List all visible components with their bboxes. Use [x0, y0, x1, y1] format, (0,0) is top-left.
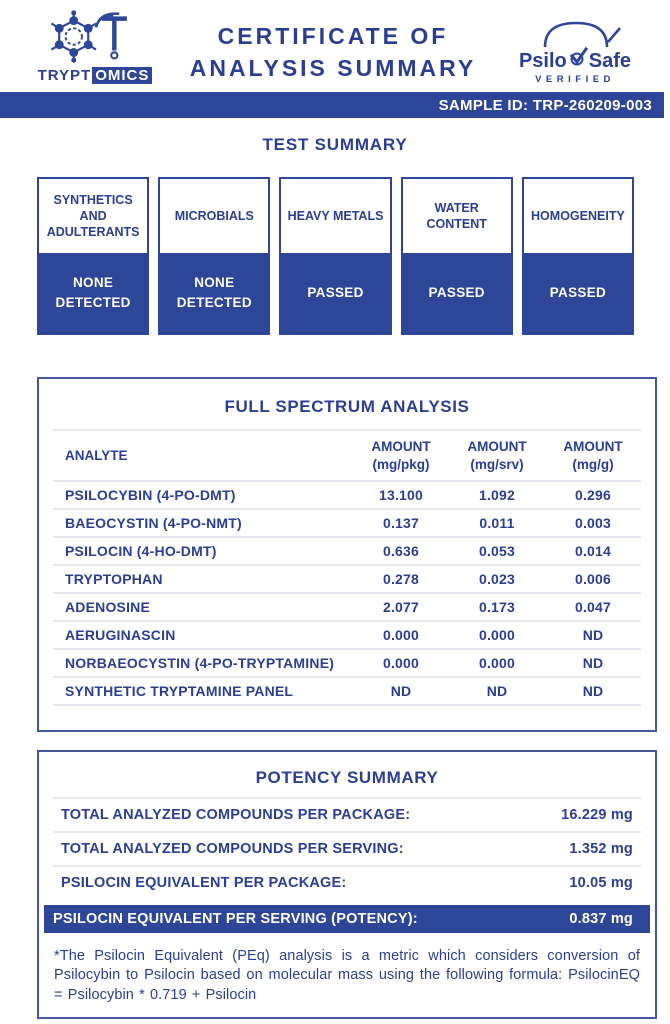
analyte-amount: 0.137	[353, 509, 449, 537]
full-spectrum-title: FULL SPECTRUM ANALYSIS	[224, 397, 470, 416]
column-header-line1: AMOUNT	[371, 439, 431, 454]
analyte-amount: 0.173	[449, 593, 545, 621]
table-row	[53, 537, 641, 565]
table-row	[53, 481, 641, 509]
potency-title: POTENCY SUMMARY	[255, 768, 439, 788]
potency-row	[53, 799, 641, 833]
analyte-name: AERUGINASCIN	[53, 621, 353, 649]
brand-name	[38, 67, 153, 84]
header	[0, 0, 670, 92]
analyte-amount: ND	[353, 677, 449, 705]
table-row	[53, 621, 641, 649]
analyte-amount: 0.003	[545, 509, 641, 537]
sample-id-bar	[0, 92, 664, 118]
potency-box	[37, 750, 657, 1019]
table-row	[53, 677, 641, 705]
psilosafe-badge	[506, 8, 644, 85]
table-header-row	[53, 430, 641, 481]
table-row	[53, 565, 641, 593]
potency-row-value: 10.05 mg	[569, 875, 633, 892]
column-header	[545, 430, 641, 481]
full-spectrum-box	[37, 377, 657, 732]
analyte-amount: ND	[545, 621, 641, 649]
document-title	[160, 8, 506, 84]
column-header-line1: ANALYTE	[65, 447, 128, 463]
test-card-result: NONE DETECTED	[160, 253, 268, 333]
column-header-line1: AMOUNT	[563, 439, 623, 454]
analyte-amount: ND	[449, 677, 545, 705]
test-summary-title: TEST SUMMARY	[262, 135, 408, 154]
potency-rows	[53, 797, 641, 933]
analyte-amount: 0.296	[545, 481, 641, 509]
table-row	[53, 593, 641, 621]
test-card-label: SYNTHETICS AND ADULTERANTS	[46, 192, 140, 240]
potency-row	[53, 867, 641, 899]
analyte-amount: 0.636	[353, 537, 449, 565]
analyte-amount: 0.023	[449, 565, 545, 593]
test-card	[37, 177, 149, 335]
brand-trypt: TRYPT	[37, 67, 92, 84]
test-summary-cards	[37, 177, 634, 335]
analyte-amount: 0.000	[449, 621, 545, 649]
sample-id-label: SAMPLE ID: TRP-260209-003	[438, 96, 652, 114]
column-header-line2: (mg/g)	[572, 456, 614, 472]
test-card-label: HEAVY METALS	[287, 208, 384, 223]
column-header-line2: (mg/srv)	[470, 456, 524, 472]
tryptomics-molecule-icon	[41, 8, 149, 71]
table-row	[53, 649, 641, 677]
analyte-name: PSILOCYBIN (4-PO-DMT)	[53, 481, 353, 509]
test-card-result: PASSED	[281, 253, 389, 333]
test-card	[522, 177, 634, 335]
test-card-result: NONE DETECTED	[39, 253, 147, 333]
analyte-amount: 0.014	[545, 537, 641, 565]
test-card	[158, 177, 270, 335]
potency-row-label: PSILOCIN EQUIVALENT PER PACKAGE:	[61, 875, 347, 892]
column-header-line1: AMOUNT	[467, 439, 527, 454]
peq-footnote: *The Psilocin Equivalent (PEq) analysis is a metric which considers conversion of Psilocybin to Psilocin based on molecular mass using the following formula: PsilocinEQ = Psilocybin * 0.719 + Psilocin	[54, 948, 640, 1003]
test-card	[279, 177, 391, 335]
analyte-name: TRYPTOPHAN	[53, 565, 353, 593]
column-header	[353, 430, 449, 481]
analyte-amount: 2.077	[353, 593, 449, 621]
analyte-name: PSILOCIN (4-HO-DMT)	[53, 537, 353, 565]
analyte-name: NORBAEOCYSTIN (4-PO-TRYPTAMINE)	[53, 649, 353, 677]
analyte-amount: 0.000	[449, 649, 545, 677]
full-spectrum-table	[53, 429, 641, 706]
potency-row	[53, 833, 641, 867]
analyte-amount: 13.100	[353, 481, 449, 509]
analyte-amount: ND	[545, 677, 641, 705]
analyte-amount: 1.092	[449, 481, 545, 509]
potency-row-value: 0.837 mg	[569, 911, 633, 928]
analyte-amount: 0.278	[353, 565, 449, 593]
analyte-amount: 0.006	[545, 565, 641, 593]
badge-check-icon	[568, 47, 588, 71]
analyte-amount: ND	[545, 649, 641, 677]
column-header-line2: (mg/pkg)	[372, 456, 430, 472]
test-card-label: HOMOGENEITY	[531, 208, 625, 223]
potency-row-label: TOTAL ANALYZED COMPOUNDS PER PACKAGE:	[61, 807, 411, 824]
test-card-label: WATER CONTENT	[426, 200, 487, 231]
potency-row-value: 16.229 mg	[561, 807, 633, 824]
potency-row-value: 1.352 mg	[569, 841, 633, 858]
analyte-name: SYNTHETIC TRYPTAMINE PANEL	[53, 677, 353, 705]
analyte-name: ADENOSINE	[53, 593, 353, 621]
analyte-amount: 0.000	[353, 649, 449, 677]
column-header	[449, 430, 545, 481]
potency-row-highlight	[44, 905, 650, 933]
title-line-1: CERTIFICATE OF	[217, 23, 449, 49]
analyte-amount: 0.047	[545, 593, 641, 621]
table-row	[53, 509, 641, 537]
title-line-2: ANALYSIS SUMMARY	[189, 55, 477, 82]
test-card-result: PASSED	[403, 253, 511, 333]
brand-omics: OMICS	[92, 67, 152, 84]
badge-verified-label: VERIFIED	[535, 74, 615, 85]
test-card-result: PASSED	[524, 253, 632, 333]
analyte-amount: 0.011	[449, 509, 545, 537]
badge-safe: Safe	[588, 50, 632, 72]
potency-row-label: TOTAL ANALYZED COMPOUNDS PER SERVING:	[61, 841, 404, 858]
badge-psilo: Psilo	[518, 50, 567, 72]
column-header	[53, 430, 353, 481]
analyte-amount: 0.053	[449, 537, 545, 565]
analyte-name: BAEOCYSTIN (4-PO-NMT)	[53, 509, 353, 537]
tryptomics-logo	[30, 8, 160, 84]
test-card	[401, 177, 513, 335]
analyte-amount: 0.000	[353, 621, 449, 649]
badge-words	[519, 47, 631, 71]
potency-row-label: PSILOCIN EQUIVALENT PER SERVING (POTENCY):	[53, 911, 418, 928]
test-card-label: MICROBIALS	[174, 208, 254, 223]
table-body	[53, 481, 641, 705]
